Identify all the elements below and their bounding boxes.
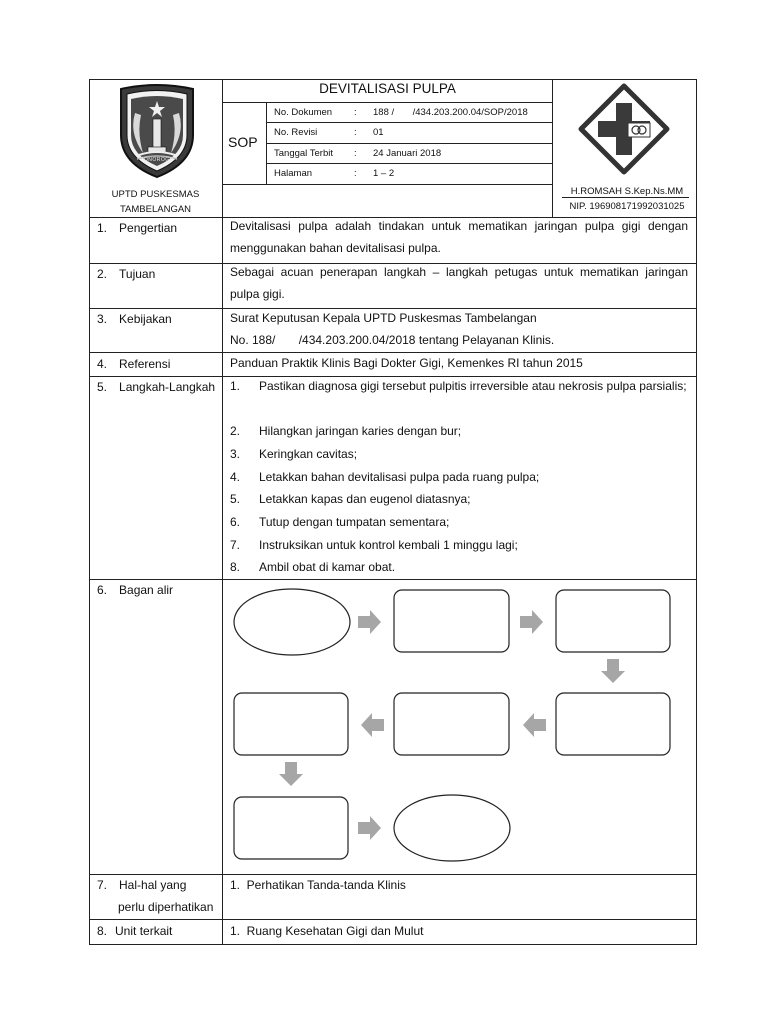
row-line bbox=[89, 919, 697, 920]
meta-line bbox=[266, 163, 553, 164]
purpose-text: Sebagai acuan penerapan langkah – langkah petugas untuk mematikan jaringan pulpa gigi. bbox=[230, 265, 688, 301]
title-underline bbox=[222, 102, 553, 103]
meta-line bbox=[222, 184, 553, 185]
reference-text: Panduan Praktik Klinis Bagi Dokter Gigi, Kemenkes RI tahun 2015 bbox=[230, 356, 583, 370]
section-label-7: 7. Hal-hal yang bbox=[97, 878, 187, 892]
flow-box bbox=[556, 693, 670, 755]
notes-text: 1. Perhatikan Tanda-tanda Klinis bbox=[230, 878, 406, 892]
step-number: 7. bbox=[230, 538, 241, 552]
flow-box bbox=[394, 590, 509, 652]
step-text: Keringkan cavitas; bbox=[259, 447, 358, 461]
header-divider-right bbox=[552, 79, 553, 217]
list-item bbox=[230, 375, 688, 419]
border-bottom bbox=[89, 944, 697, 945]
flow-arrow-down bbox=[279, 762, 303, 786]
regency-logo bbox=[115, 83, 199, 179]
section-label-6: 6. Bagan alir bbox=[97, 583, 174, 597]
meta-label: No. Dokumen bbox=[274, 107, 333, 118]
org-name-line2: TAMBELANGAN bbox=[119, 204, 192, 215]
flow-arrow-right bbox=[358, 610, 381, 634]
meta-separator: : bbox=[354, 127, 357, 138]
section-label-2: 2. Tujuan bbox=[97, 267, 156, 281]
flow-arrow-down bbox=[601, 659, 625, 683]
meta-value-page: 1 – 2 bbox=[373, 168, 395, 179]
meta-line bbox=[266, 143, 553, 144]
step-text: Instruksikan untuk kontrol kembali 1 minggu lagi; bbox=[259, 538, 518, 552]
flow-start-ellipse bbox=[234, 589, 350, 655]
flow-box bbox=[234, 797, 348, 859]
step-text: Pastikan diagnosa gigi tersebut pulpitis irreversible atau nekrosis pulpa parsialis; bbox=[259, 379, 687, 393]
related-unit-text: 1. Ruang Kesehatan Gigi dan Mulut bbox=[230, 924, 424, 938]
section-label-1: 1. Pengertian bbox=[97, 221, 178, 235]
logo-lettering: PONOROGO bbox=[139, 157, 174, 163]
step-text: Tutup dengan tumpatan sementara; bbox=[259, 515, 450, 529]
meta-value-doc-number: 188 / /434.203.200.04/SOP/2018 bbox=[373, 107, 528, 118]
step-number: 6. bbox=[230, 515, 241, 529]
row-line bbox=[89, 874, 697, 875]
flow-arrow-right bbox=[358, 816, 381, 840]
step-text: Letakkan bahan devitalisasi pulpa pada ruang pulpa; bbox=[259, 470, 540, 484]
meta-separator: : bbox=[354, 168, 357, 179]
meta-line bbox=[266, 122, 553, 123]
meta-label: Halaman bbox=[274, 168, 313, 179]
section-label-7-line2: perlu diperhatikan bbox=[118, 900, 214, 914]
step-text: Ambil obat di kamar obat. bbox=[259, 560, 396, 574]
signer-name: H.ROMSAH S.Kep.Ns.MM bbox=[570, 186, 684, 197]
flow-arrow-left bbox=[523, 713, 546, 737]
definition-text: Devitalisasi pulpa adalah tindakan untuk mematikan jaringan pulpa gigi dengan menggunakan bahan devitalisasi pulpa. bbox=[230, 219, 688, 255]
meta-label: No. Revisi bbox=[274, 127, 318, 138]
flow-box bbox=[234, 693, 348, 755]
meta-label: Tanggal Terbit bbox=[274, 148, 333, 159]
section-label-3: 3. Kebijakan bbox=[97, 312, 172, 326]
policy-text-line1: Surat Keputusan Kepala UPTD Puskesmas Tambelangan bbox=[230, 311, 537, 325]
meta-separator: : bbox=[354, 107, 357, 118]
step-text: Letakkan kapas dan eugenol diatasnya; bbox=[259, 492, 471, 506]
signer-nip: NIP. 196908171992031025 bbox=[569, 201, 685, 212]
sop-document bbox=[89, 79, 697, 945]
step-number: 5. bbox=[230, 492, 241, 506]
step-number: 3. bbox=[230, 447, 241, 461]
step-text: Hilangkan jaringan karies dengan bur; bbox=[259, 424, 462, 438]
section-label-8: 8. Unit terkait bbox=[97, 924, 173, 938]
flow-box bbox=[394, 693, 509, 755]
step-number: 8. bbox=[230, 560, 241, 574]
signer-underline bbox=[562, 197, 689, 198]
step-number: 1. bbox=[230, 379, 241, 393]
puskesmas-logo bbox=[578, 83, 670, 175]
document-title: DEVITALISASI PULPA bbox=[319, 81, 456, 96]
flow-arrow-left bbox=[361, 713, 384, 737]
flow-end-ellipse bbox=[394, 795, 510, 861]
section-label-4: 4. Referensi bbox=[97, 357, 171, 371]
org-name-line1: UPTD PUSKESMAS bbox=[111, 189, 200, 200]
flow-box bbox=[556, 590, 670, 652]
meta-value-revision: 01 bbox=[373, 127, 384, 138]
sop-label: SOP bbox=[228, 134, 258, 150]
flowchart bbox=[222, 579, 697, 874]
policy-text-line2: No. 188/ /434.203.200.04/2018 tentang Pelayanan Klinis. bbox=[230, 333, 555, 347]
section-label-5: 5. Langkah-Langkah bbox=[97, 380, 216, 394]
flow-arrow-right bbox=[520, 610, 543, 634]
border-top bbox=[89, 79, 697, 80]
meta-separator: : bbox=[354, 148, 357, 159]
step-number: 2. bbox=[230, 424, 241, 438]
step-number: 4. bbox=[230, 470, 241, 484]
meta-value-issue-date: 24 Januari 2018 bbox=[373, 148, 442, 159]
